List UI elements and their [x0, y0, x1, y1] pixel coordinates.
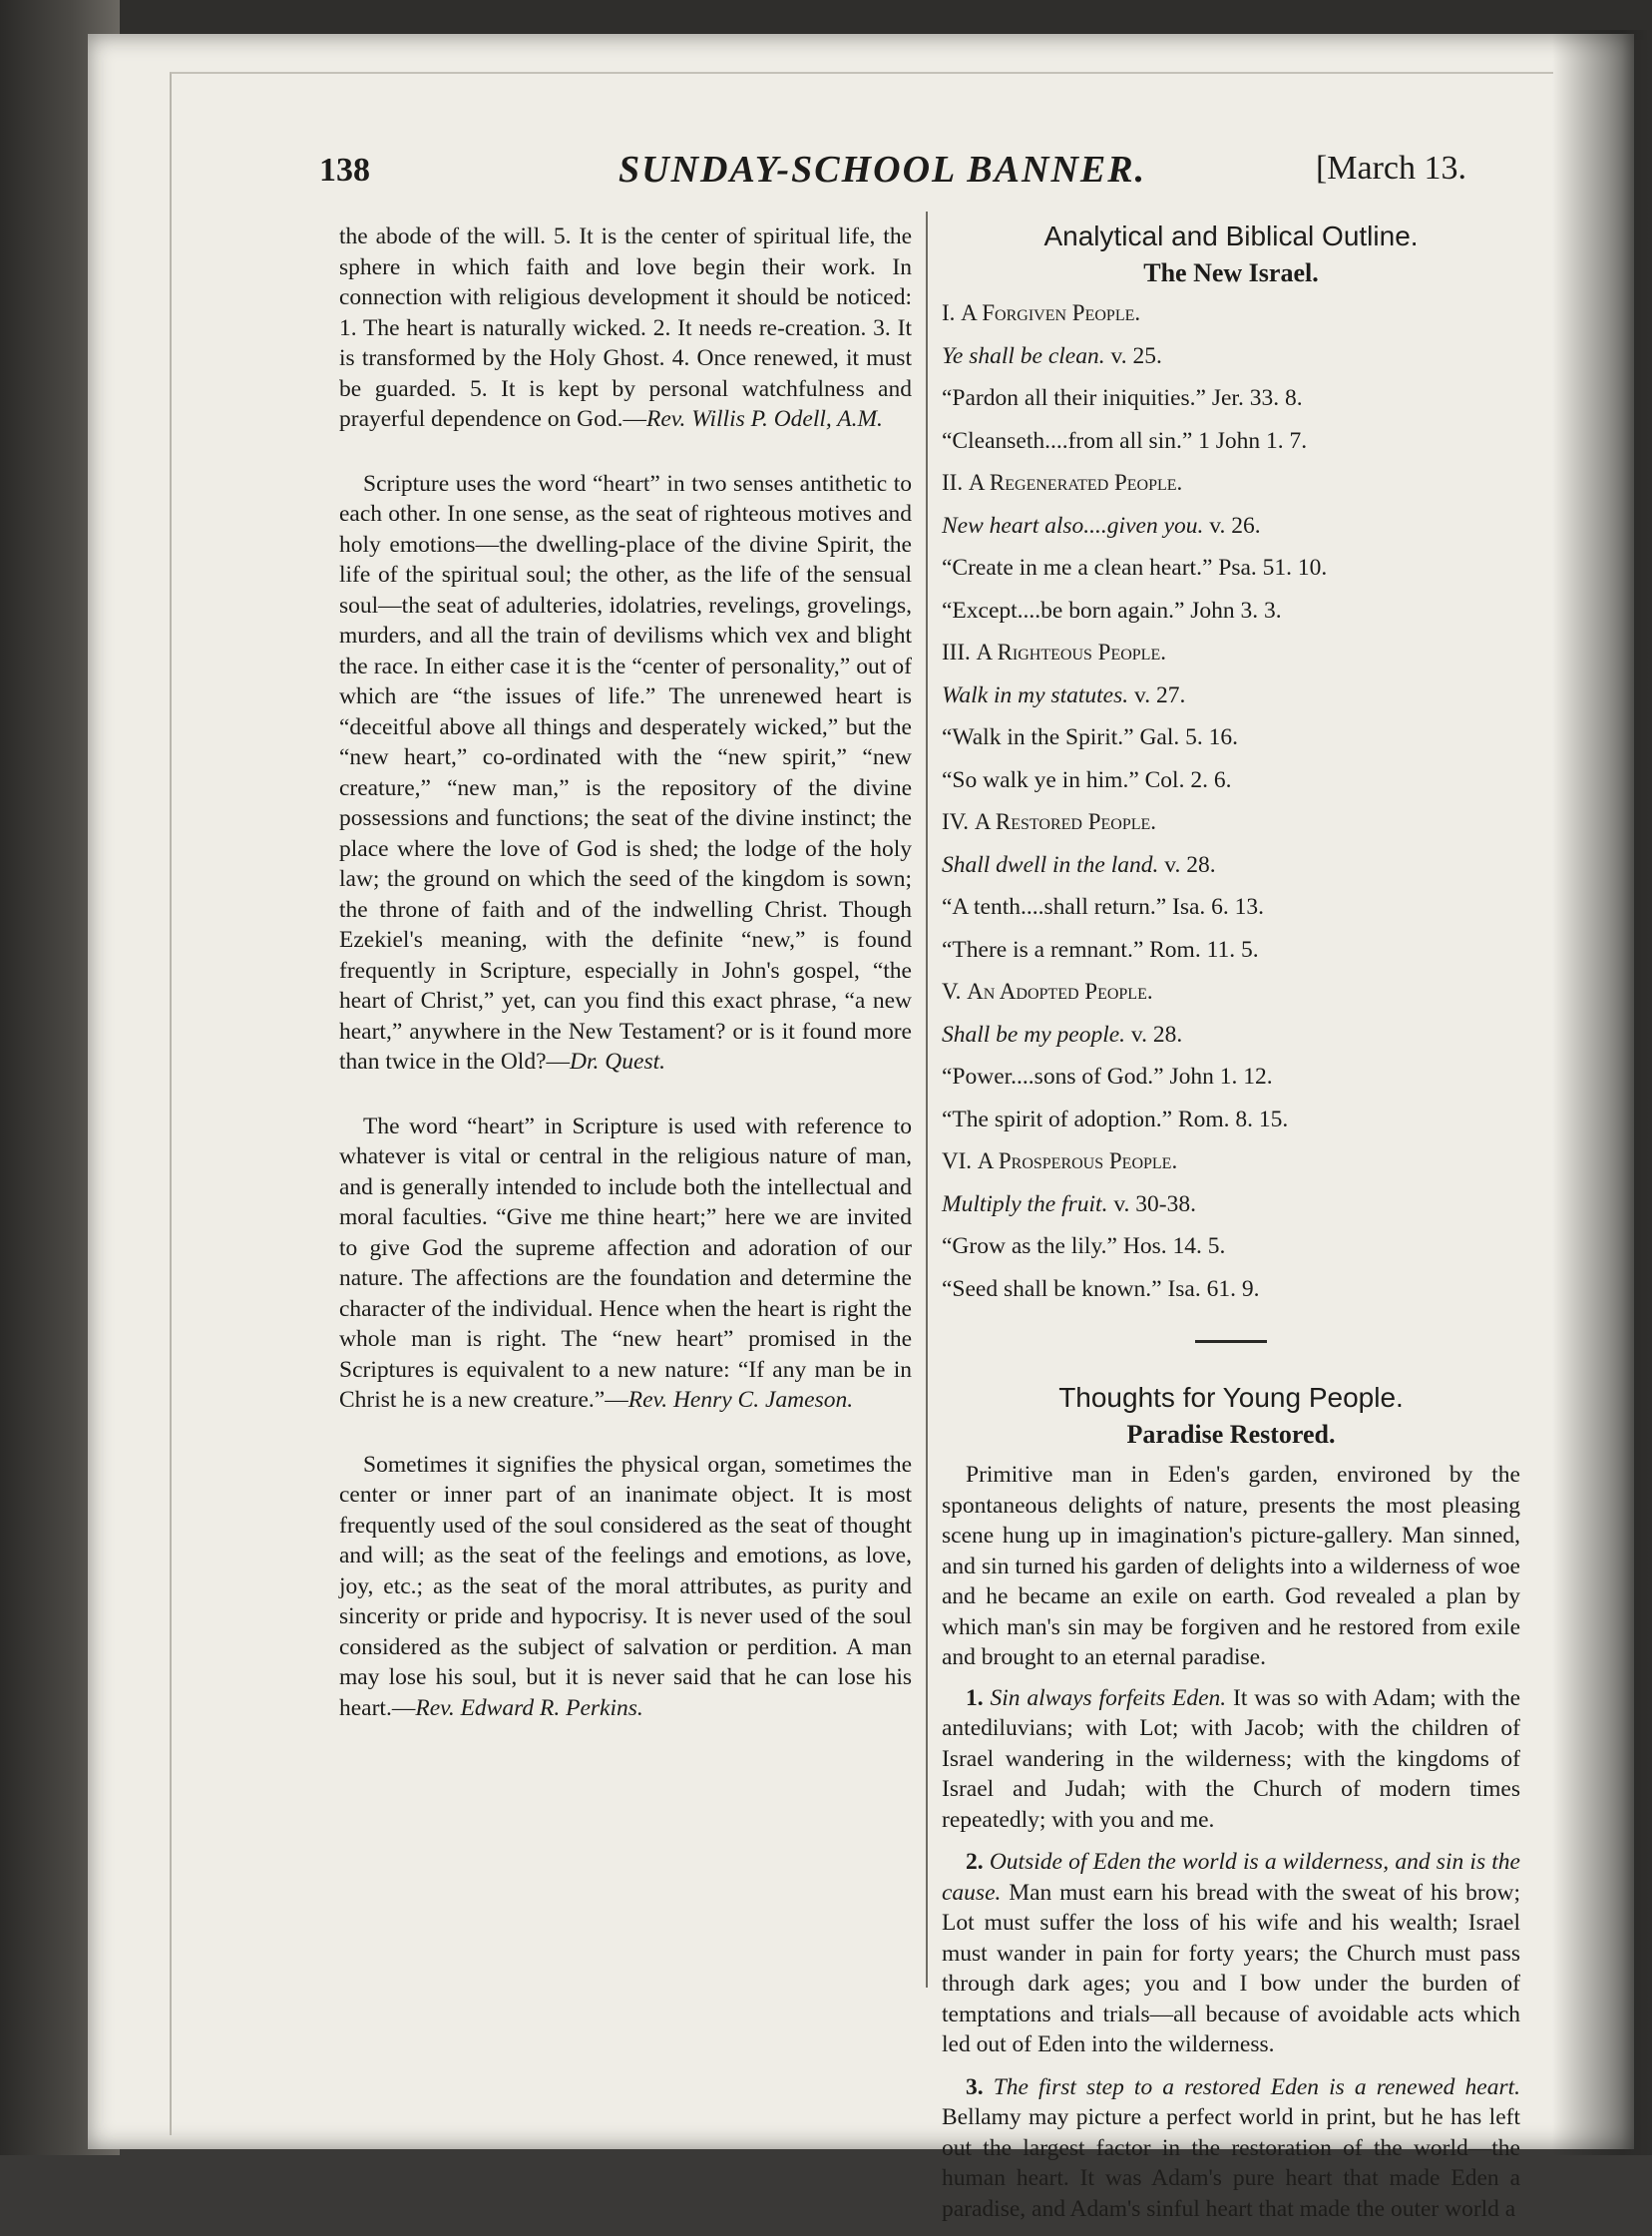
outline-numeral: VI. — [942, 1148, 973, 1173]
outline-quote: “The spirit of adoption.” Rom. 8. 15. — [942, 1106, 1289, 1132]
outline-item-title — [942, 807, 1520, 838]
outline-numeral: II. — [942, 470, 964, 495]
outline-item-title — [942, 468, 1520, 499]
signature: Rev. Henry C. Jameson. — [627, 1387, 854, 1413]
outline-reference — [942, 1020, 1520, 1051]
outline-item-title — [942, 1146, 1520, 1177]
paragraph — [339, 1112, 912, 1416]
outline-verse: v. 30-38. — [1113, 1190, 1197, 1217]
outline-verse: v. 28. — [1164, 851, 1216, 878]
point-text: Man must earn his bread with the sweat of his brow; Lot must suffer the loss of his wife and his wealth; Israel must wander in pain for forty years; the Church must pass through dark ages; you and I bow under the burden of temptations and trials—all because of avoidable acts which led out of Eden into the wilderness. — [942, 1879, 1521, 2057]
outline-numeral: IV. — [942, 809, 970, 834]
point-lead: Sin always forfeits Eden. — [990, 1684, 1227, 1711]
thoughts-intro: Primitive man in Eden's garden, environed by the spontaneous delights of nature, presents the most pleasing scene hung up in imagination's picture-gallery. Man sinned, and sin turned his garden of delights into a wilderness of woe and he became an exile on earth. God revealed a plan by which man's sin may be forgiven and he restored from exile and brought to an eternal paradise. — [942, 1462, 1520, 1670]
outline-reference — [942, 680, 1520, 711]
signature: Rev. Edward R. Perkins. — [415, 1694, 643, 1721]
left-column — [339, 222, 912, 1757]
outline-item — [942, 468, 1520, 626]
outline-verse: v. 27. — [1134, 681, 1186, 708]
outline-numeral: V. — [942, 979, 962, 1004]
outline-ref-text: Ye shall be clean. — [942, 342, 1105, 369]
outline-item — [942, 638, 1520, 795]
outline-item — [942, 298, 1520, 456]
point-lead: The first step to a restored Eden is a renewed heart. — [993, 2073, 1520, 2100]
outline-quote: “Except....be born again.” John 3. 3. — [942, 597, 1282, 624]
point-number: 1. — [966, 1684, 984, 1711]
outline-reference — [942, 511, 1520, 542]
outline-quote: “Pardon all their iniquities.” Jer. 33. 8. — [942, 385, 1303, 411]
paragraph — [339, 222, 912, 435]
outline-item-title — [942, 638, 1520, 669]
page-gutter-shadow — [1552, 30, 1652, 2155]
column-divider — [926, 212, 928, 1988]
section-separator — [1195, 1340, 1267, 1343]
outline-quote: “A tenth....shall return.” Isa. 6. 13. — [942, 894, 1265, 920]
outline-item-title — [942, 977, 1520, 1008]
paragraph — [339, 469, 912, 1078]
outline-quote: “Grow as the lily.” Hos. 14. 5. — [942, 1233, 1226, 1259]
page-header — [319, 148, 1466, 208]
point-text: Bellamy may picture a perfect world in print, but he has left out the largest factor in the restoration of the world—the human heart. It was Adam's pure heart that made Eden a paradise, and Adam's sinful heart that made the outer world a — [942, 2104, 1520, 2222]
outline-reference — [942, 1189, 1520, 1220]
outline-reference — [942, 341, 1520, 372]
outline-verse: v. 28. — [1130, 1021, 1183, 1048]
outline-subheading: The New Israel. — [1143, 257, 1319, 287]
point-text: It was so with Adam; with the antediluvians; with Lot; with Jacob; with the children of Israel wandering in the wilderness; with the kingdoms of Israel and Judah; with the Church of modern times repeatedly; with you and me. — [942, 1684, 1520, 1833]
right-column — [942, 222, 1520, 2236]
outline-quote: “Create in me a clean heart.” Psa. 51. 10. — [942, 555, 1328, 581]
outline-heading: Analytical and Biblical Outline. — [1043, 221, 1419, 251]
outline-ref-text: Shall dwell in the land. — [942, 851, 1159, 878]
signature: Dr. Quest. — [570, 1049, 665, 1075]
outline-title-text: A Righteous People. — [976, 640, 1166, 665]
outline-title-text: A Forgiven People. — [961, 300, 1141, 325]
outline-quote: “Walk in the Spirit.” Gal. 5. 16. — [942, 724, 1239, 750]
paragraph-text: Sometimes it signifies the physical organ, sometimes the center or inner part of an inanimate object. It is most frequently used of the soul considered as the seat of thought and will; as the seat of the feelings and emotions, as love, joy, etc.; as the seat of the moral attributes, as purity and sincerity or pride and hypocrisy. It is never used of the soul considered as the subject of salvation or perdition. A man may lose his soul, but it is never said that he can lose his heart.— — [339, 1451, 912, 1721]
outline-item — [942, 977, 1520, 1134]
outline-title-text: A Regenerated People. — [968, 470, 1183, 495]
point-lead: Outside of Eden the world is a wilderness, and sin is the cause. — [942, 1849, 1520, 1906]
point-number: 2. — [966, 1849, 984, 1875]
outline-quote: “So walk ye in him.” Col. 2. 6. — [942, 766, 1232, 793]
outline-title-text: An Adopted People. — [967, 979, 1153, 1004]
paragraph — [339, 1450, 912, 1724]
thoughts-point — [942, 1683, 1520, 1836]
outline-ref-text: Multiply the fruit. — [942, 1190, 1108, 1217]
thoughts-point — [942, 1847, 1520, 2060]
outline-item — [942, 1146, 1520, 1304]
outline-quote: “Seed shall be known.” Isa. 61. 9. — [942, 1275, 1260, 1302]
paragraph-text: The word “heart” in Scripture is used with reference to whatever is vital or central in the religious nature of man, and is generally intended to include both the intellectual and moral faculties. “Give me thine heart;” here we are invited to give God the supreme affection and adoration of our nature. The affections are the foundation and determine the character of the individual. Hence when the heart is right the whole man is right. The “new heart” promised in the Scriptures is equivalent to a new nature: “If any man be in Christ he is a new creature.”— — [339, 1113, 912, 1413]
outline-ref-text: New heart also....given you. — [942, 512, 1204, 539]
outline-numeral: I. — [942, 300, 956, 325]
running-title: SUNDAY-SCHOOL BANNER. — [619, 149, 1147, 191]
point-number: 3. — [966, 2073, 984, 2100]
paragraph-text: Scripture uses the word “heart” in two senses antithetic to each other. In one sense, as the seat of righteous motives and holy emotions—the dwelling-place of the divine Spirit, the life of the spiritual soul; the other, as the life of the sensual soul—the seat of adulteries, idolatries, revelings, grovelings, murders, and all the train of devilisms which vex and blight the race. In either case it is the “center of personality,” out of which are “the issues of life.” The unrenewed heart is “deceitful above all things and desperately wicked,” but the “new heart,” co-ordinated with the “new spirit,” “new creature,” “new man,” is the repository of the divine possessions and functions; the seat of the divine instinct; the place where the love of God is shed; the lodge of the holy law; the ground on which the seed of the kingdom is sown; the throne of faith and of the indwelling Christ. Though Ezekiel's meaning, with the definite “new,” is found frequently in Scripture, especially in John's gospel, “the heart of Christ,” yet, can you find this exact phrase, “a new heart,” anywhere in the New Testament? or is it found more than twice in the Old?— — [339, 470, 912, 1075]
outline-numeral: III. — [942, 640, 971, 665]
outline-reference — [942, 850, 1520, 881]
outline-item-title — [942, 298, 1520, 329]
thoughts-subheading: Paradise Restored. — [1126, 1419, 1336, 1449]
outline-ref-text: Shall be my people. — [942, 1021, 1126, 1048]
signature: Rev. Willis P. Odell, A.M. — [646, 406, 883, 432]
outline-ref-text: Walk in my statutes. — [942, 681, 1129, 708]
outline-verse: v. 25. — [1110, 342, 1162, 369]
outline-quote: “Power....sons of God.” John 1. 12. — [942, 1064, 1273, 1090]
thoughts-heading: Thoughts for Young People. — [1058, 1382, 1404, 1413]
outline-quote: “There is a remnant.” Rom. 11. 5. — [942, 936, 1259, 963]
outline-list — [942, 298, 1520, 1304]
outline-title-text: A Restored People. — [974, 809, 1157, 834]
paragraph-text: the abode of the will. 5. It is the center of spiritual life, the sphere in which faith and love begin their work. In connection with religious development it should be noticed: 1. The heart is naturally wicked. 2. It needs re-creation. 3. It is transformed by the Holy Ghost. 4. Once renewed, it must be guarded. 5. It is kept by personal watchfulness and prayerful dependence on God.— — [339, 224, 912, 432]
page-number: 138 — [319, 152, 370, 189]
outline-title-text: A Prosperous People. — [977, 1148, 1178, 1173]
outline-item — [942, 807, 1520, 965]
outline-verse: v. 26. — [1209, 512, 1261, 539]
outline-quote: “Cleanseth....from all sin.” 1 John 1. 7. — [942, 427, 1308, 454]
thoughts-point — [942, 2072, 1520, 2225]
issue-date: [March 13. — [1315, 150, 1466, 187]
